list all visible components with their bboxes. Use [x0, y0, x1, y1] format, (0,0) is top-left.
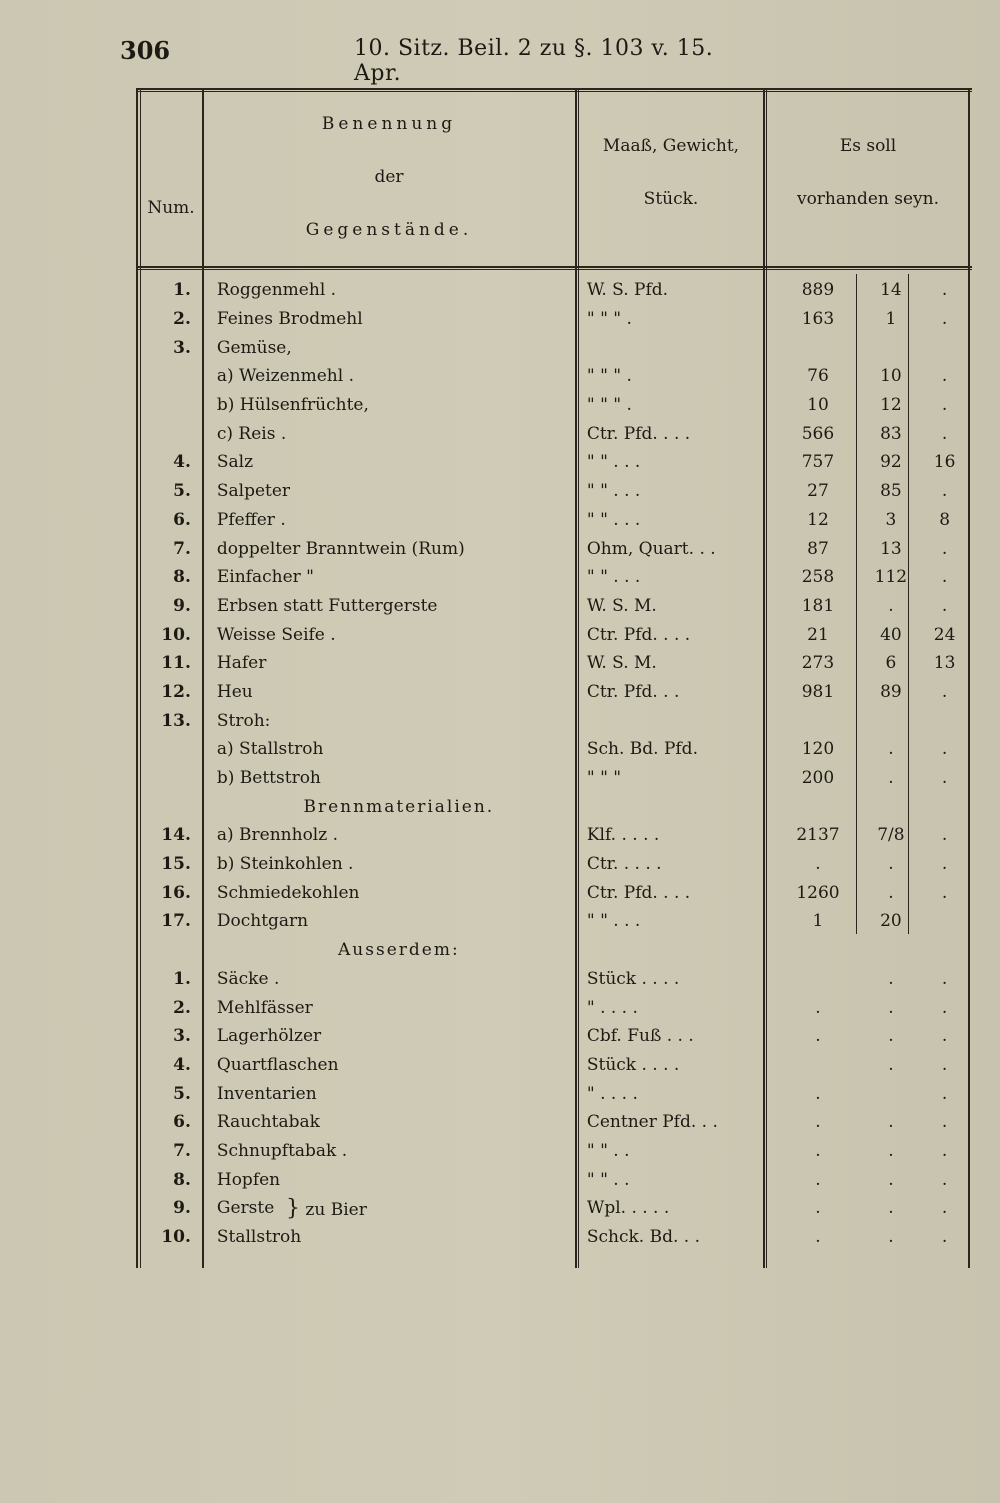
row-value-3: .	[941, 538, 948, 559]
table-row	[136, 506, 972, 535]
row-unit	[581, 936, 772, 965]
row-unit: " " . . .	[586, 567, 641, 588]
page-header	[120, 36, 760, 86]
row-value-2: 85	[880, 481, 902, 502]
row-value-3: 13	[933, 653, 956, 674]
row-value-2: .	[888, 1112, 894, 1133]
row-number: 1.	[173, 968, 191, 989]
row-value-2: 3	[885, 509, 897, 530]
row-value-1: 981	[801, 681, 835, 702]
table-row	[136, 333, 972, 362]
row-value-1: 12	[807, 509, 829, 530]
table-row	[136, 362, 972, 391]
row-value-2: .	[888, 882, 894, 903]
row-unit: " " . . .	[586, 452, 641, 473]
row-item-name: Quartflaschen	[216, 1054, 339, 1075]
table-row	[136, 850, 972, 879]
row-number: 7.	[173, 1140, 191, 1161]
table-row	[136, 1051, 972, 1080]
row-value-1: 200	[801, 768, 835, 789]
row-number	[136, 362, 203, 391]
row-value-3: .	[941, 309, 948, 330]
row-item-name: Inventarien	[216, 1083, 317, 1104]
row-unit: Ctr. Pfd. . . .	[586, 624, 691, 645]
row-value-3: .	[941, 882, 948, 903]
row-value-3	[917, 706, 972, 735]
table-row	[136, 477, 972, 506]
row-unit: Ctr. Pfd. . .	[586, 681, 680, 702]
table-row	[136, 735, 972, 764]
row-value-2	[865, 936, 918, 965]
row-item-name: Gemüse,	[216, 337, 292, 358]
table-row	[136, 821, 972, 850]
table-row	[136, 448, 972, 477]
row-item-name: Pfeffer .	[216, 509, 286, 530]
row-value-3: .	[941, 739, 948, 760]
row-unit: Centner Pfd. . .	[586, 1112, 718, 1133]
row-item-name: Hopfen	[216, 1169, 281, 1190]
row-value-1: 273	[801, 653, 835, 674]
row-value-3: .	[941, 825, 948, 846]
row-value-3: .	[941, 280, 948, 301]
row-number: 3.	[173, 337, 191, 358]
row-number: 6.	[173, 509, 191, 530]
row-item-name: a) Weizenmehl .	[216, 366, 354, 387]
row-item-name: Brennmaterialien.	[303, 796, 495, 817]
row-value-3: .	[941, 1198, 948, 1219]
row-item-name: Salpeter	[216, 481, 291, 502]
row-unit: " " "	[586, 768, 622, 789]
row-value-3: .	[941, 1112, 948, 1133]
row-value-1: 2137	[796, 825, 840, 846]
row-value-3: .	[941, 423, 948, 444]
row-item-name: Roggenmehl .	[216, 280, 337, 301]
table-row	[136, 563, 972, 592]
row-unit: " " " .	[586, 395, 632, 416]
row-unit: Stück . . . .	[586, 1054, 680, 1075]
row-value-2	[865, 706, 918, 735]
row-value-1: 258	[801, 567, 835, 588]
row-number: 8.	[173, 567, 191, 588]
row-value-2: .	[888, 997, 894, 1018]
row-item-name: Dochtgarn	[216, 911, 309, 932]
row-unit: Klf. . . . .	[586, 825, 660, 846]
row-value-1	[771, 965, 864, 994]
table-row	[136, 993, 972, 1022]
row-unit: " " . . .	[586, 509, 641, 530]
row-number: 4.	[173, 1054, 191, 1075]
row-number: 7.	[173, 538, 191, 559]
row-unit: " . . . .	[586, 997, 638, 1018]
row-item-name: Lagerhölzer	[216, 1026, 322, 1047]
row-value-2: 92	[880, 452, 902, 473]
row-value-1: .	[815, 1140, 821, 1161]
row-unit: Sch. Bd. Pfd.	[586, 739, 698, 760]
table-row	[136, 1108, 972, 1137]
row-item-name: c) Reis .	[216, 423, 287, 444]
row-unit	[581, 792, 772, 821]
row-item-name: a) Brennholz .	[216, 825, 339, 846]
row-value-3: .	[941, 1169, 948, 1190]
row-item-name: Schmiedekohlen	[216, 882, 360, 903]
row-value-1: 21	[807, 624, 829, 645]
row-value-2: 6	[885, 653, 897, 674]
row-value-1: .	[815, 1083, 821, 1104]
row-item-name: Mehlfässer	[216, 997, 313, 1018]
row-value-2: .	[888, 854, 894, 875]
row-value-1: .	[815, 1169, 821, 1190]
row-value-2: 7/8	[877, 825, 905, 846]
table-row	[136, 764, 972, 793]
row-value-2: .	[888, 768, 894, 789]
row-value-2: .	[888, 1140, 894, 1161]
row-unit: Ctr. Pfd. . . .	[586, 882, 691, 903]
row-item-name: b) Hülsenfrüchte,	[216, 395, 369, 416]
row-unit: W. S. Pfd.	[586, 280, 669, 301]
row-value-3: .	[941, 1140, 948, 1161]
row-value-1: .	[815, 854, 821, 875]
row-value-1: .	[815, 997, 821, 1018]
row-value-1: 163	[801, 309, 835, 330]
table-row	[136, 592, 972, 621]
row-unit: Cbf. Fuß . . .	[586, 1026, 694, 1047]
row-value-2: 14	[880, 280, 902, 301]
row-number: 17.	[161, 911, 191, 932]
row-value-2: .	[888, 1227, 894, 1248]
row-value-2: 13	[880, 538, 902, 559]
table-row	[136, 391, 972, 420]
row-value-2: .	[888, 1169, 894, 1190]
table-row	[136, 792, 972, 821]
row-unit: " " . . .	[586, 911, 641, 932]
row-value-1: .	[815, 1227, 821, 1248]
row-value-2: .	[888, 1026, 894, 1047]
row-value-2	[865, 1079, 918, 1108]
row-unit: W. S. M.	[586, 653, 657, 674]
row-value-3: .	[941, 854, 948, 875]
row-number	[136, 936, 203, 965]
row-number	[136, 764, 203, 793]
header-num: Num.	[147, 198, 195, 218]
page-number: 306	[120, 36, 171, 65]
row-number: 3.	[173, 1026, 191, 1047]
row-value-2: .	[888, 1198, 894, 1219]
row-unit: Ohm, Quart. . .	[586, 538, 716, 559]
row-value-2: .	[888, 739, 894, 760]
row-unit: " " . . .	[586, 481, 641, 502]
row-value-3	[917, 333, 972, 362]
table-row	[136, 649, 972, 678]
row-value-3: .	[941, 481, 948, 502]
row-number: 12.	[161, 681, 191, 702]
row-value-3: .	[941, 595, 948, 616]
table-row	[136, 936, 972, 965]
row-value-2: 89	[880, 681, 902, 702]
row-item-name: Salz	[216, 452, 254, 473]
row-value-3: .	[941, 997, 948, 1018]
table-row	[136, 1165, 972, 1194]
row-number: 8.	[173, 1169, 191, 1190]
row-number: 11.	[161, 653, 191, 674]
row-item-name: Stroh:	[216, 710, 271, 731]
row-number	[136, 391, 203, 420]
table-row	[136, 1223, 972, 1252]
row-value-1: 120	[801, 739, 835, 760]
row-number: 5.	[173, 1083, 191, 1104]
row-value-2: .	[888, 1054, 894, 1075]
table-row	[136, 276, 972, 305]
header-name: Benennung der Gegenstände.	[305, 114, 473, 240]
row-number: 2.	[173, 309, 191, 330]
beer-brace-label: } zu Bier	[286, 1196, 367, 1221]
row-item-name: Schnupftabak .	[216, 1140, 348, 1161]
row-value-2: 83	[880, 423, 902, 444]
row-item-name: b) Bettstroh	[216, 768, 321, 789]
row-value-2	[865, 333, 918, 362]
row-item-name: Einfacher "	[216, 567, 314, 588]
row-value-3: .	[941, 567, 948, 588]
inventory-table	[136, 88, 972, 1268]
row-item-name: Stallstroh	[216, 1227, 302, 1248]
row-item-name: Hafer	[216, 653, 267, 674]
row-item-name: Heu	[216, 681, 253, 702]
row-value-3: .	[941, 395, 948, 416]
table-row	[136, 965, 972, 994]
table-row	[136, 620, 972, 649]
row-value-3: .	[941, 366, 948, 387]
inventory-rows	[136, 276, 972, 1251]
row-unit: " " . .	[586, 1140, 630, 1161]
row-item-name: Gerste	[216, 1198, 275, 1219]
row-unit	[581, 706, 772, 735]
table-row	[136, 419, 972, 448]
row-value-1: .	[815, 1198, 821, 1219]
row-value-3: .	[941, 768, 948, 789]
row-value-3: .	[941, 1026, 948, 1047]
row-value-1: 10	[807, 395, 829, 416]
row-number	[136, 419, 203, 448]
table-row	[136, 1022, 972, 1051]
row-number: 5.	[173, 481, 191, 502]
row-number: 1.	[173, 280, 191, 301]
row-item-name: Rauchtabak	[216, 1112, 320, 1133]
row-value-1	[771, 333, 864, 362]
row-number: 9.	[173, 1198, 191, 1219]
row-value-1: 87	[807, 538, 829, 559]
row-value-2: 20	[880, 911, 902, 932]
table-row	[136, 678, 972, 707]
row-value-3: .	[941, 1054, 948, 1075]
row-value-3: 16	[933, 452, 956, 473]
row-value-1: 181	[801, 595, 835, 616]
row-value-1	[771, 936, 864, 965]
table-row	[136, 878, 972, 907]
row-number: 14.	[161, 825, 191, 846]
row-item-name: Feines Brodmehl	[216, 309, 363, 330]
row-number	[136, 792, 203, 821]
row-value-1: .	[815, 1026, 821, 1047]
row-value-2: 12	[880, 395, 902, 416]
row-value-2	[865, 792, 918, 821]
row-unit: Ctr. Pfd. . . .	[586, 423, 691, 444]
row-unit: " " " .	[586, 309, 632, 330]
row-item-name: a) Stallstroh	[216, 739, 324, 760]
row-value-1	[771, 1051, 864, 1080]
row-value-3: .	[941, 1083, 948, 1104]
row-value-3: .	[941, 968, 948, 989]
row-value-1: 1260	[796, 882, 840, 903]
table-row	[136, 1137, 972, 1166]
table-row	[136, 1079, 972, 1108]
row-value-1: 757	[801, 452, 835, 473]
row-value-3	[917, 936, 972, 965]
row-number: 10.	[161, 1227, 191, 1248]
row-item-name: Säcke .	[216, 968, 280, 989]
row-unit: Wpl. . . . .	[586, 1198, 670, 1219]
row-value-3: .	[941, 1227, 948, 1248]
row-number: 16.	[161, 882, 191, 903]
table-row	[136, 907, 972, 936]
row-value-3	[917, 907, 972, 936]
row-item-name: Erbsen statt Futtergerste	[216, 595, 438, 616]
row-unit: " " " .	[586, 366, 632, 387]
row-unit: " " . .	[586, 1169, 630, 1190]
row-value-1: 1	[812, 911, 824, 932]
row-unit: Stück . . . .	[586, 968, 680, 989]
row-number: 10.	[161, 624, 191, 645]
row-value-1: 566	[801, 423, 835, 444]
row-unit: Schck. Bd. . .	[586, 1227, 700, 1248]
row-value-1: 76	[807, 366, 829, 387]
row-number	[136, 735, 203, 764]
row-value-2: 10	[880, 366, 902, 387]
row-value-3: 8	[939, 509, 951, 530]
row-value-3: 24	[933, 624, 956, 645]
row-unit	[581, 333, 772, 362]
row-unit: " . . . .	[586, 1083, 638, 1104]
row-unit: W. S. M.	[586, 595, 657, 616]
row-unit: Ctr. . . . .	[586, 854, 662, 875]
row-value-1: 27	[807, 481, 829, 502]
row-number: 2.	[173, 997, 191, 1018]
row-value-2: .	[888, 968, 894, 989]
table-row	[136, 534, 972, 563]
row-value-2: .	[888, 595, 894, 616]
row-value-2: 40	[880, 624, 902, 645]
row-item-name: b) Steinkohlen .	[216, 854, 354, 875]
row-item-name: Ausserdem:	[338, 940, 460, 961]
row-value-2: 1	[885, 309, 897, 330]
row-number: 9.	[173, 595, 191, 616]
row-value-3: .	[941, 681, 948, 702]
header-should-have: Es soll vorhanden seyn.	[796, 136, 940, 209]
row-number: 4.	[173, 452, 191, 473]
table-row	[136, 706, 972, 735]
row-item-name: Weisse Seife .	[216, 624, 336, 645]
row-number: 13.	[161, 710, 191, 731]
row-number: 15.	[161, 854, 191, 875]
running-head: 10. Sitz. Beil. 2 zu §. 103 v. 15. Apr.	[354, 36, 714, 86]
row-value-1: .	[815, 1112, 821, 1133]
table-row	[136, 305, 972, 334]
row-value-2: 112	[874, 567, 908, 588]
table-row	[136, 1194, 972, 1223]
row-value-1	[771, 792, 864, 821]
header-unit: Maaß, Gewicht, Stück.	[602, 136, 740, 209]
row-number: 6.	[173, 1112, 191, 1133]
row-value-1	[771, 706, 864, 735]
row-value-3	[917, 792, 972, 821]
row-value-1: 889	[801, 280, 835, 301]
row-item-name: doppelter Branntwein (Rum)	[216, 538, 465, 559]
